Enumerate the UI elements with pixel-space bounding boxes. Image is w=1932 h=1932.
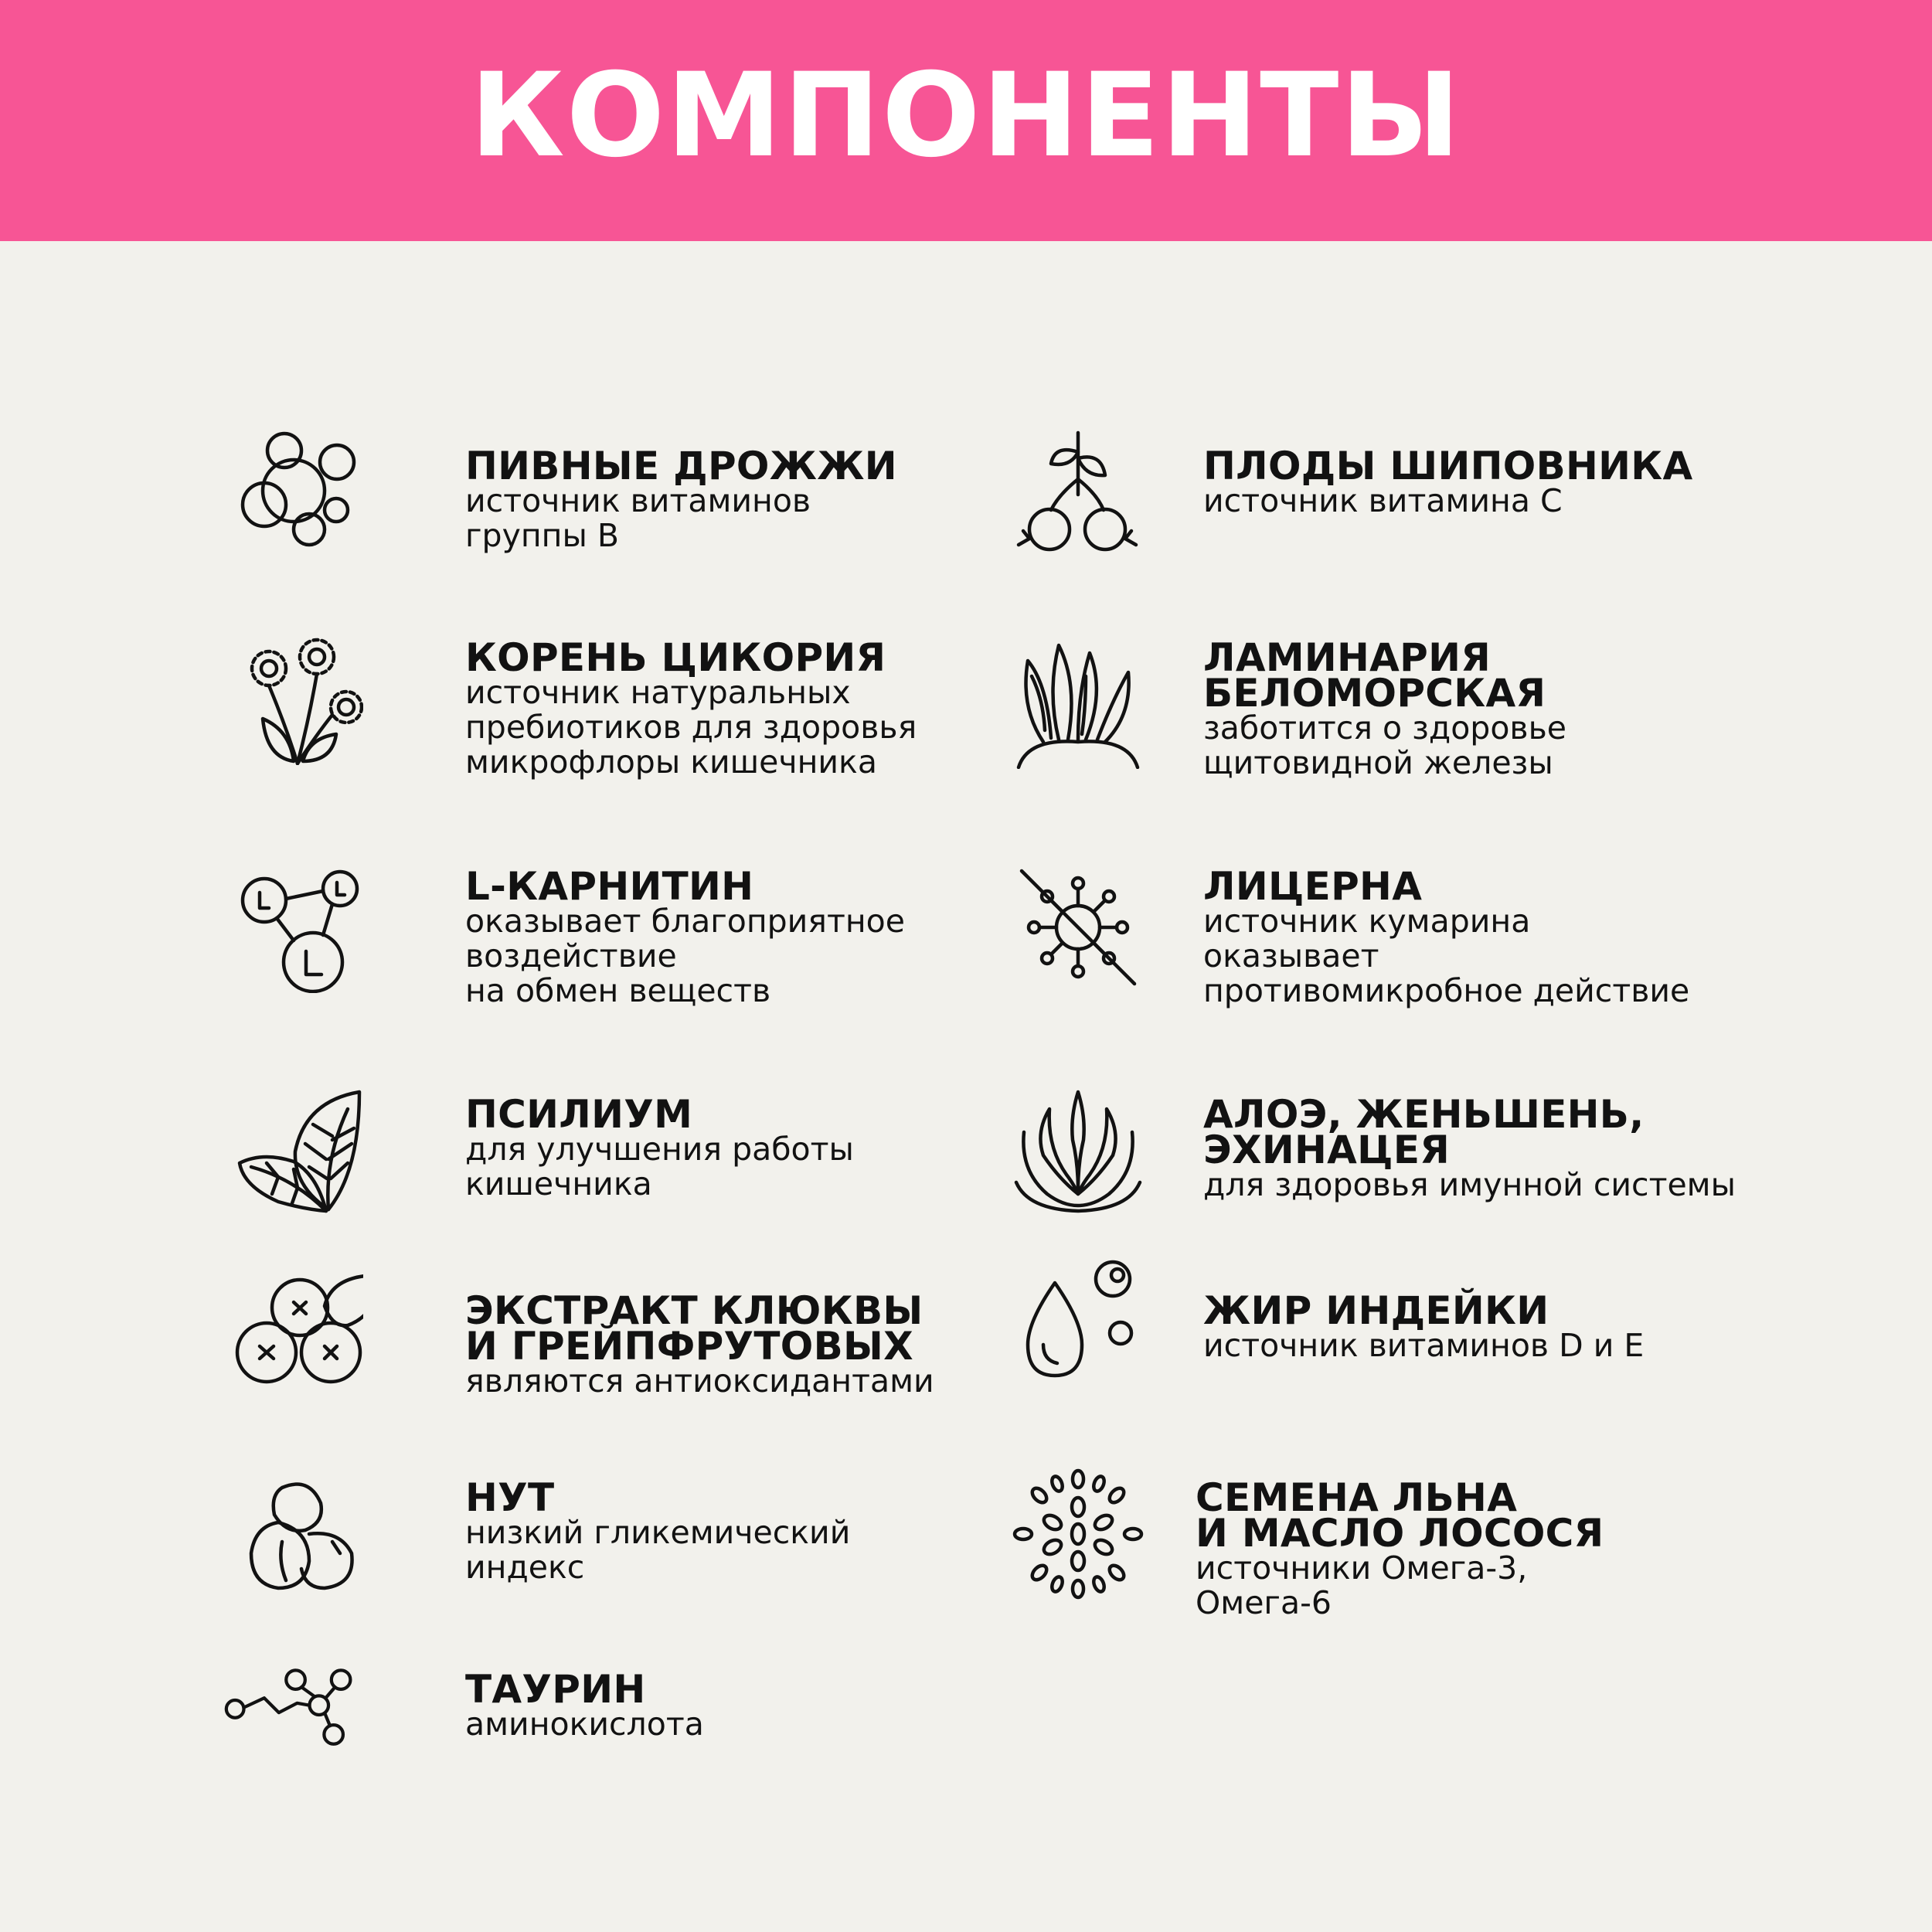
item-description: аминокислота [465,1706,704,1743]
item-description: оказывает [1203,937,1379,975]
item-title: ЛАМИНАРИЯ [1203,635,1492,680]
l-carnitine-molecule-icon [232,862,363,993]
item-title: ТАУРИН [465,1667,646,1712]
chicory-flowers-icon [232,634,363,765]
item-title: ЛИЦЕРНА [1203,864,1423,909]
item-title: БЕЛОМОРСКАЯ [1203,671,1546,716]
item-description: воздействие [465,937,677,975]
item-title: ЖИР ИНДЕЙКИ [1203,1288,1549,1333]
item-description: источник кумарина [1203,903,1531,940]
item-title: ЭКСТРАКТ КЛЮКВЫ [465,1288,923,1333]
header-banner [0,0,1932,241]
item-title: КОРЕНЬ ЦИКОРИЯ [465,635,886,680]
item-title: ЭХИНАЦЕЯ [1203,1128,1451,1172]
item-title: АЛОЭ, ЖЕНЬШЕНЬ, [1203,1092,1645,1137]
item-description: низкий гликемический [465,1514,851,1551]
item-title: ПИВНЫЕ ДРОЖЖИ [465,444,897,488]
item-description: для улучшения работы [465,1131,854,1168]
item-description: источник витамина С [1203,482,1563,519]
item-title: И МАСЛО ЛОСОСЯ [1196,1511,1604,1556]
item-title: СЕМЕНА ЛЬНА [1196,1475,1518,1520]
item-description: индекс [465,1549,585,1586]
item-title: ПЛОДЫ ШИПОВНИКА [1203,444,1693,488]
item-description: источник витаминов D и E [1203,1327,1645,1364]
item-title: И ГРЕЙПФРУТОВЫХ [465,1324,913,1369]
cranberry-icon [232,1267,363,1399]
item-description: заботится о здоровье [1203,709,1566,747]
item-description: противомикробное действие [1203,972,1690,1009]
item-description: оказывает благоприятное [465,903,905,940]
page-title: КОМПОНЕНТЫ [470,49,1462,183]
flax-seeds-icon [1012,1468,1144,1600]
item-description: щитовидной железы [1203,744,1553,781]
item-description: являются антиоксидантами [465,1362,934,1400]
item-description: источник натуральных [465,674,851,711]
oil-drop-icon [1012,1260,1144,1391]
taurine-molecule-icon [224,1662,355,1793]
item-description: Омега-6 [1196,1584,1332,1621]
item-title: L-КАРНИТИН [465,864,754,909]
item-description: на обмен веществ [465,972,771,1009]
item-description: группы В [465,517,619,554]
rosehip-icon [1012,421,1144,553]
item-title: НУТ [465,1475,555,1520]
item-description: источник витаминов [465,482,811,519]
aloe-plant-icon [1012,1086,1144,1217]
leaves-icon [232,1086,363,1217]
yeast-bubbles-icon [232,421,363,553]
item-title: ПСИЛИУМ [465,1092,693,1137]
item-description: микрофлоры кишечника [465,743,877,781]
seaweed-icon [1012,638,1144,769]
item-description: пребиотиков для здоровья [465,709,917,746]
anti-microbe-icon [1012,862,1144,993]
item-description: источники Омега-3, [1196,1549,1528,1587]
chickpea-icon [232,1468,363,1600]
item-description: кишечника [465,1165,652,1202]
item-description: для здоровья имунной системы [1203,1166,1736,1203]
